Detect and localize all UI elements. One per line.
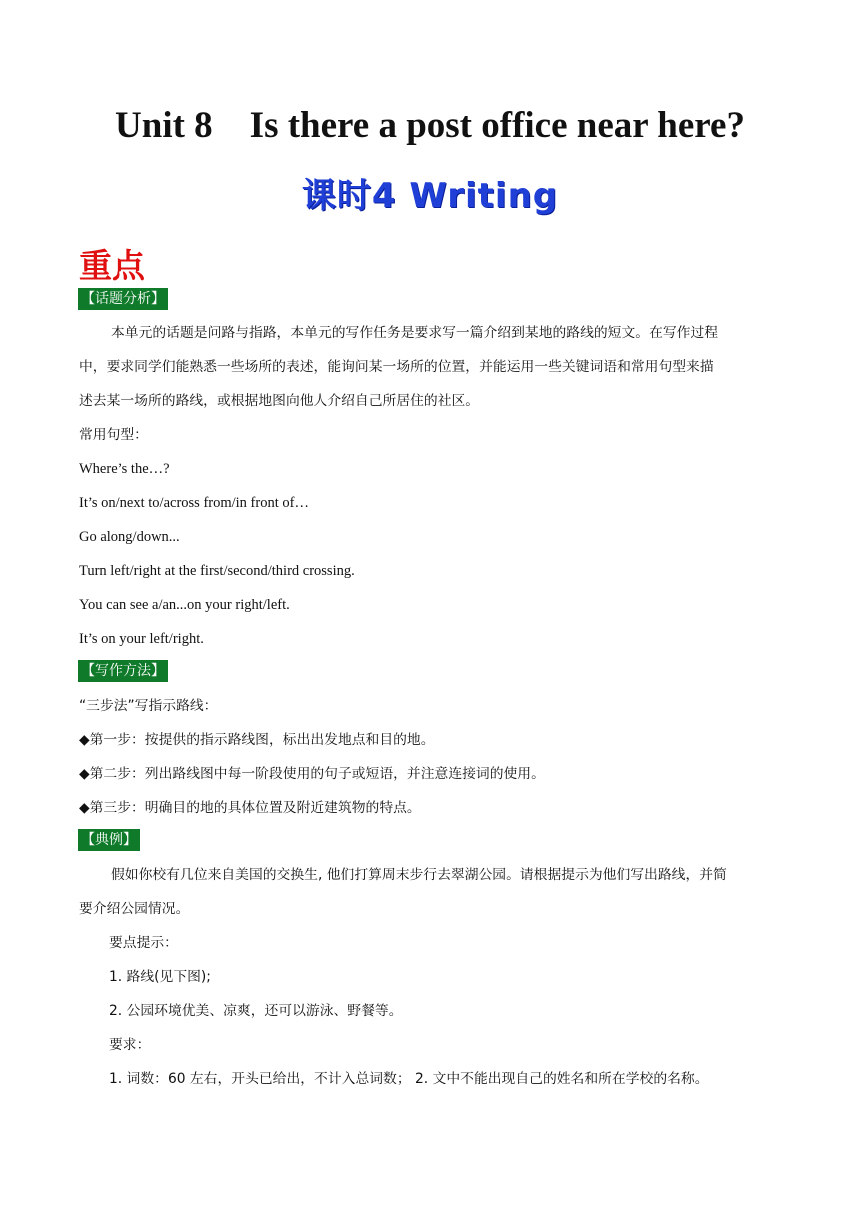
topic-tag: 【话题分析】 [78,288,168,310]
patterns-label: 常用句型： [79,427,148,443]
method-step: ◆第一步：按提供的指示路线图，标出出发地点和目的地。 [79,732,435,748]
method-step: ◆第二步：列出路线图中每一阶段使用的句子或短语，并注意连接词的使用。 [79,766,545,782]
page-title: Unit 8 Is there a post office near here? [115,105,745,146]
pattern-line: It’s on/next to/across from/in front of… [79,495,309,511]
method-tag: 【写作方法】 [78,660,168,682]
pattern-line: Where’s the…? [79,461,170,477]
requirements-line: 1. 词数：60 左右，开头已给出，不计入总词数； 2. 文中不能出现自己的姓名和所在学校的名称。 [109,1071,709,1087]
topic-paragraph-line-3: 述去某一场所的路线，或根据地图向他人介绍自己所居住的社区。 [79,393,480,409]
pattern-line: It’s on your left/right. [79,631,204,647]
example-tag: 【典例】 [78,829,140,851]
hint-item: 1. 路线(见下图); [109,969,211,985]
lesson-subtitle: 课时4 Writing [301,176,559,216]
method-step: ◆第三步：明确目的地的具体位置及附近建筑物的特点。 [79,800,421,816]
hint-item: 2. 公园环境优美、凉爽，还可以游泳、野餐等。 [109,1003,403,1019]
hints-label: 要点提示： [109,935,178,951]
pattern-line: Go along/down... [79,529,180,545]
section-heading: 重点 [79,246,145,285]
example-paragraph-line-1: 假如你校有几位来自美国的交换生, 他们打算周末步行去翠湖公园。请根据提示为他们写出路线，并简 [111,867,727,883]
topic-paragraph-line-1: 本单元的话题是问路与指路，本单元的写作任务是要求写一篇介绍到某地的路线的短文。在写作过程 [111,325,719,341]
pattern-line: Turn left/right at the first/second/third crossing. [79,563,355,579]
topic-paragraph-line-2: 中，要求同学们能熟悉一些场所的表述，能询问某一场所的位置，并能运用一些关键词语和常用句型来描 [79,359,714,375]
example-paragraph-line-2: 要介绍公园情况。 [79,901,190,917]
method-intro: “三步法”写指示路线： [79,698,218,714]
pattern-line: You can see a/an...on your right/left. [79,597,290,613]
requirements-label: 要求： [109,1037,151,1053]
